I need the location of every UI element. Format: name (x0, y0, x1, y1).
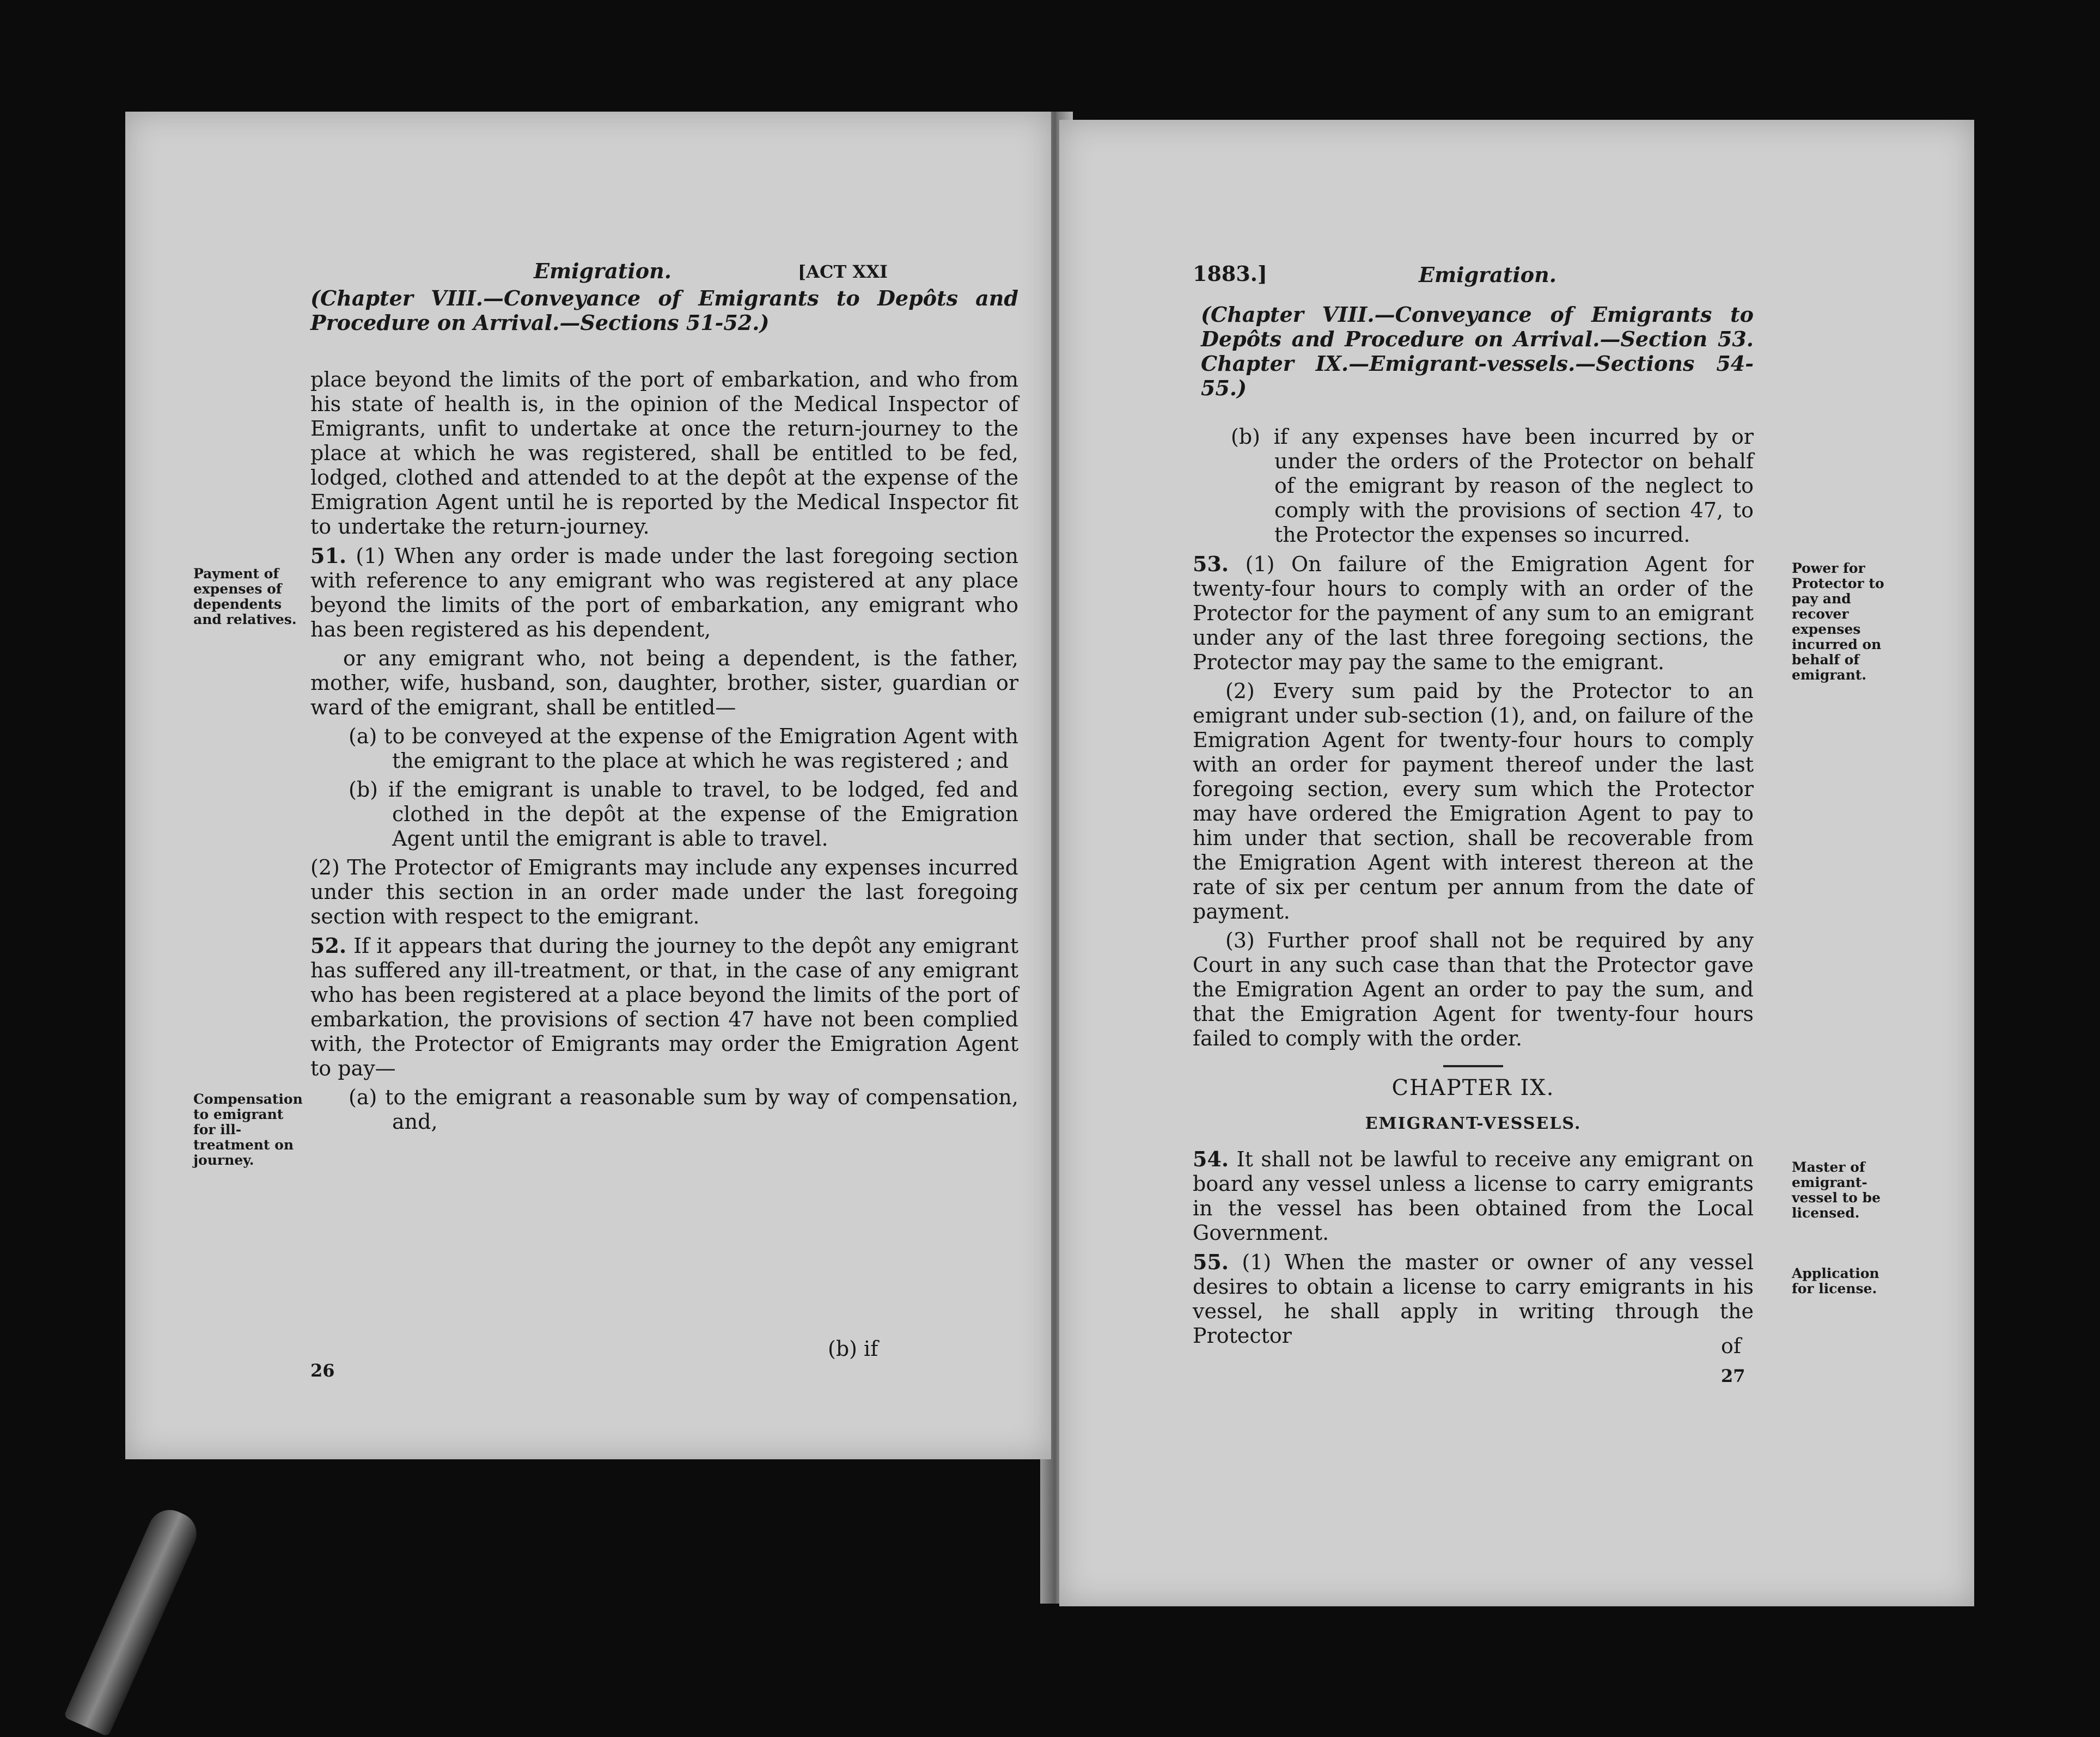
section-54-text: It shall not be lawful to receive any emigrant on board any vessel unless a license to carry emigrants in the vessel has been obtained from the Local Government. (1193, 1147, 1754, 1245)
section-52-number: 52. (310, 933, 347, 958)
section-rule (1443, 1065, 1503, 1067)
section-51-continuation: or any emigrant who, not being a dependent, is the father, mother, wife, husband, son, daughter, brother, sister, guardian or ward of the emigrant, shall be entitled— (310, 646, 1018, 719)
right-chapter-heading: (Chapter VIII.—Conveyance of Emigrants to Depôts and Procedure on Arrival.—Section 53. Chapter IX.—Emigrant-vessels.—Sections 54-55.) (1201, 302, 1754, 400)
left-chapter-heading: (Chapter VIII.—Conveyance of Emigrants to Depôts and Procedure on Arrival.—Sections 51-52.) (310, 286, 1018, 335)
right-page (1059, 120, 1974, 1606)
section-51 (310, 543, 1018, 642)
margin-note-55: Application for license. (1792, 1265, 1879, 1296)
margin-note-54: Master of emigrant-vessel to be licensed. (1792, 1159, 1881, 1221)
section-53-number: 53. (1193, 552, 1229, 576)
section-54 (1193, 1147, 1754, 1245)
left-act-label: [ACT XXI (798, 261, 888, 282)
section-53-subsection-3: (3) Further proof shall not be required by any Court in any such case than that the Protector gave the Emigration Agent an order to pay the sum, and that the Emigration Agent for twenty-four hours failed to comply with the order. (1193, 928, 1754, 1050)
pen-nib-shadow (63, 1503, 203, 1736)
section-53-text: (1) On failure of the Emigration Agent for twenty-four hours to comply with an order of the Protector for the payment of any sum to an emigrant under any of the last three foregoing sections, the Protector may pay the same to the emigrant. (1193, 552, 1754, 674)
left-page-number: 26 (310, 1360, 335, 1381)
section-55-number: 55. (1193, 1250, 1229, 1274)
margin-note-51: Payment of expenses of dependents and relatives. (193, 566, 297, 627)
section-55-text: (1) When the master or owner of any vessel desires to obtain a license to carry emigrants in his vessel, he shall apply in writing through the Protector (1193, 1250, 1754, 1348)
right-running-title: Emigration. (1419, 262, 1557, 287)
section-51-number: 51. (310, 543, 347, 568)
right-catchword: of (1721, 1334, 1741, 1358)
section-52 (310, 933, 1018, 1081)
chapter-ix-title: CHAPTER IX. (1391, 1075, 1555, 1100)
chapter-ix-subtitle: EMIGRANT-VESSELS. (1365, 1114, 1582, 1133)
section-55 (1193, 1250, 1754, 1348)
continued-paragraph: place beyond the limits of the port of embarkation, and who from his state of health is, in the opinion of the Medical Inspector of Emigrants, unfit to undertake at once the return-journey to the place at which he was registered, shall be entitled to be fed, lodged, clothed and attended to at the depôt at the expense of the Emigration Agent until he is reported by the Medical Inspector fit to undertake the return-journey. (310, 368, 1018, 539)
right-page-number: 27 (1721, 1366, 1745, 1386)
right-year: 1883.] (1193, 261, 1267, 286)
section-51-clause-a: (a) to be conveyed at the expense of the Emigration Agent with the emigrant to the place at which he was registered ; and (349, 724, 1018, 773)
section-53-subsection-2: (2) Every sum paid by the Protector to an emigrant under sub-section (1), and, on failure of the Emigration Agent for twenty-four hours to comply with an order for payment thereof under the last foregoing section, every sum which the Protector may have ordered the Emigration Agent to pay to him under that section, shall be recoverable from the Emigration Agent with interest thereon at the rate of six per centum per annum from the date of payment. (1193, 679, 1754, 923)
section-53 (1193, 552, 1754, 675)
left-running-title: Emigration. (534, 259, 672, 283)
section-52-clause-a: (a) to the emigrant a reasonable sum by way of compensation, and, (349, 1085, 1018, 1134)
left-body (310, 368, 1018, 1134)
margin-note-53: Power for Protector to pay and recover expenses incurred on behalf of emigrant. (1792, 560, 1884, 683)
margin-note-52: Compensation to emigrant for ill-treatment on journey. (193, 1091, 303, 1168)
left-page (125, 112, 1051, 1459)
section-51-clause-b: (b) if the emigrant is unable to travel, to be lodged, fed and clothed in the depôt at the expense of the Emigration Agent until the emigrant is able to travel. (349, 778, 1018, 851)
section-54-number: 54. (1193, 1147, 1229, 1171)
left-catchword: (b) if (828, 1337, 878, 1361)
section-51-subsection-2: (2) The Protector of Emigrants may include any expenses incurred under this section in an order made under the last foregoing section with respect to the emigrant. (310, 855, 1018, 928)
section-52-text: If it appears that during the journey to the depôt any emigrant has suffered any ill-treatment, or that, in the case of any emigrant who has been registered at a place beyond the limits of the port of embarkation, the provisions of section 47 have not been complied with, the Protector of Emigrants may order the Emigration Agent to pay— (310, 934, 1018, 1080)
section-52-clause-b: (b) if any expenses have been incurred by or under the orders of the Protector on behalf of the emigrant by reason of the neglect to comply with the provisions of section 47, to the Protector the expenses so incurred. (1231, 425, 1754, 547)
right-body (1193, 425, 1754, 1348)
section-51-text: (1) When any order is made under the last foregoing section with reference to any emigrant who was registered at any place beyond the limits of the port of embarkation, any emigrant who has been registered as his dependent, (310, 544, 1018, 641)
